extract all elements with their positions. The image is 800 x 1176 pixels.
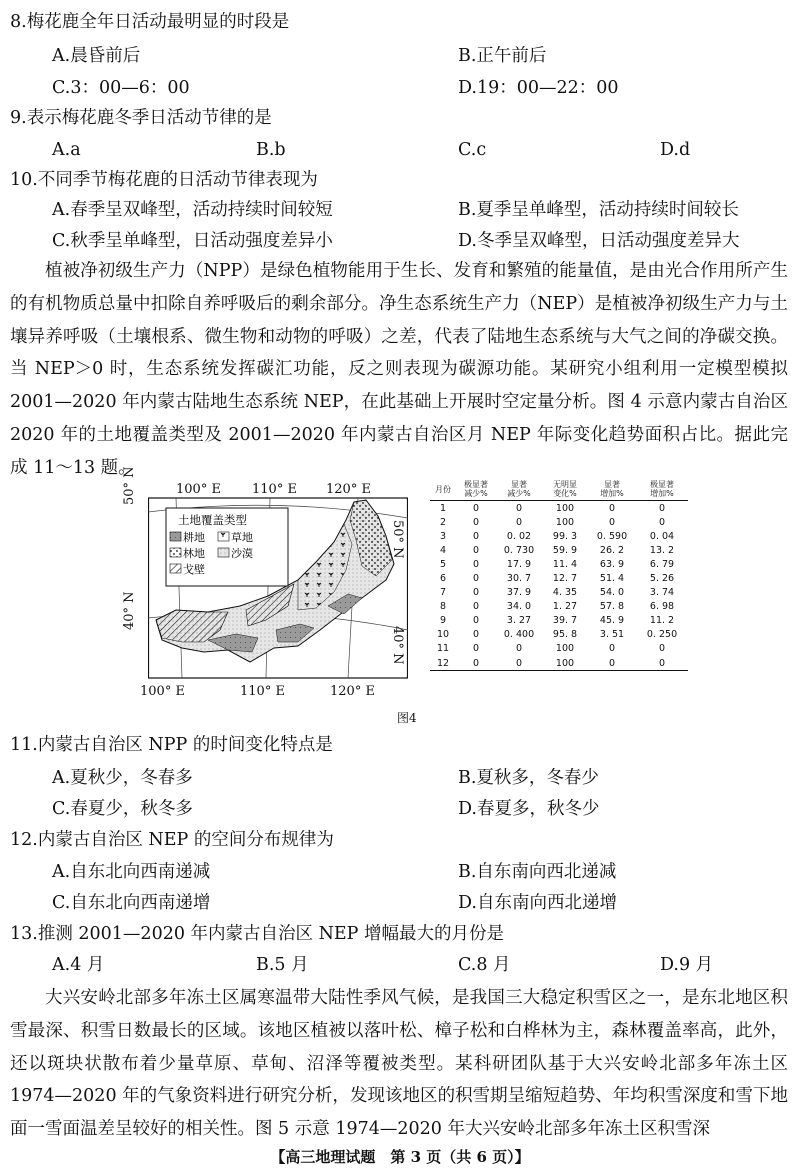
table-cell: 45. 9 <box>599 615 625 627</box>
legend-cropland: 耕地 <box>183 531 205 544</box>
table-row <box>430 529 688 543</box>
table-cell: 0. 250 <box>646 629 678 641</box>
legend-title: 土地覆盖类型 <box>178 513 247 527</box>
table-cell: 99. 3 <box>552 530 578 542</box>
table-cell: 0 <box>608 516 616 528</box>
table-cell: 12. 7 <box>552 573 578 585</box>
nep-trend-table <box>430 480 688 671</box>
question-13-stem: 13.推测 2001—2020 年内蒙古自治区 NEP 增幅最大的月份是 <box>10 924 505 944</box>
table-cell: 37. 9 <box>506 587 532 599</box>
table-cell: 0. 400 <box>503 629 535 641</box>
table-cell: 11 <box>436 643 450 655</box>
question-11-stem: 11.内蒙古自治区 NPP 的时间变化特点是 <box>10 735 333 755</box>
table-row <box>430 515 688 529</box>
table-cell: 3. 27 <box>506 615 532 627</box>
q13-option-d: D.9 月 <box>660 955 714 975</box>
q13-option-c: C.8 月 <box>458 955 511 975</box>
table-cell: 0 <box>608 502 616 514</box>
table-cell: 0 <box>515 516 523 528</box>
table-cell: 3 <box>439 530 447 542</box>
q11-option-d: D.春夏多，秋冬少 <box>458 799 600 819</box>
table-row <box>430 656 688 671</box>
q13-option-a: A.4 月 <box>52 955 105 975</box>
map-right-lat-50: 50° N <box>390 520 405 559</box>
map-bottom-lon-120: 120° E <box>330 684 375 699</box>
table-cell: 2 <box>439 516 447 528</box>
q9-option-d: D.d <box>660 140 691 160</box>
table-cell: 0. 04 <box>649 530 675 542</box>
table-cell: 3. 74 <box>649 587 675 599</box>
table-cell: 0 <box>472 587 480 599</box>
q8-option-c: C.3：00—6：00 <box>52 78 190 98</box>
table-cell: 54. 0 <box>599 587 625 599</box>
table-cell: 57. 8 <box>599 601 625 613</box>
legend-desert: 沙漠 <box>231 547 253 560</box>
table-row <box>430 614 688 628</box>
table-cell: 0 <box>472 558 480 570</box>
table-cell: 5 <box>439 558 447 570</box>
table-cell: 7 <box>439 587 447 599</box>
map-top-lon-100: 100° E <box>176 482 221 497</box>
table-cell: 0 <box>515 502 523 514</box>
table-cell: 0 <box>472 643 480 655</box>
table-cell: 3. 51 <box>599 629 625 641</box>
table-cell: 0 <box>658 516 666 528</box>
table-cell: 0 <box>456 656 496 671</box>
table-cell: 100 <box>555 643 575 655</box>
map-bottom-lon-110: 110° E <box>240 684 285 699</box>
table-cell: 11. 2 <box>649 615 675 627</box>
q10-option-c: C.秋季呈单峰型，日活动强度差异小 <box>52 231 333 251</box>
q10-option-d: D.冬季呈双峰型，日活动强度差异大 <box>458 231 740 251</box>
question-10-stem: 10.不同季节梅花鹿的日活动节律表现为 <box>10 170 318 190</box>
table-cell: 0 <box>608 643 616 655</box>
table-cell: 0 <box>472 601 480 613</box>
q12-option-d: D.自东南向西北递增 <box>458 893 617 913</box>
table-cell: 30. 7 <box>506 573 532 585</box>
table-cell: 4 <box>439 544 447 556</box>
table-cell: 0 <box>472 544 480 556</box>
table-cell: 5. 26 <box>649 573 675 585</box>
table-cell: 100 <box>555 502 575 514</box>
table-row <box>430 543 688 557</box>
table-cell: 100 <box>555 516 575 528</box>
table-cell: 0 <box>515 643 523 655</box>
table-cell: 34. 0 <box>506 601 532 613</box>
table-cell: 6. 98 <box>649 601 675 613</box>
table-cell: 1 <box>439 502 447 514</box>
th-sig-increase: 显著 增加% <box>588 480 636 501</box>
table-cell: 0. 590 <box>596 530 628 542</box>
table-cell: 0 <box>472 573 480 585</box>
th-very-sig-increase: 极显著 增加% <box>636 480 688 501</box>
table-cell: 10 <box>436 629 450 641</box>
q12-option-b: B.自东南向西北递减 <box>458 862 617 882</box>
question-12-stem: 12.内蒙古自治区 NEP 的空间分布规律为 <box>10 830 334 850</box>
page-footer: 【高三地理试题 第 3 页（共 6 页）】 <box>270 1148 530 1166</box>
th-no-change: 无明显 变化% <box>542 480 588 501</box>
map-bottom-lon-100: 100° E <box>140 684 185 699</box>
table-cell: 0 <box>472 530 480 542</box>
th-sig-decrease: 显著 减少% <box>496 480 542 501</box>
table-row <box>430 557 688 571</box>
q8-option-d: D.19：00—22：00 <box>458 78 619 98</box>
table-cell: 39. 7 <box>552 615 578 627</box>
table-cell: 51. 4 <box>599 573 625 585</box>
map-top-lon-110: 110° E <box>252 482 297 497</box>
q9-option-c: C.c <box>458 140 487 160</box>
table-cell: 0 <box>472 516 480 528</box>
table-cell: 4. 35 <box>552 587 578 599</box>
table-header-row <box>430 480 688 501</box>
figure-caption: 图4 <box>397 711 417 725</box>
q11-option-c: C.春夏少，秋冬多 <box>52 799 193 819</box>
table-cell: 12 <box>430 656 456 671</box>
map-left-lat-40: 40° N <box>122 591 137 630</box>
table-row <box>430 642 688 656</box>
table-cell: 0 <box>472 502 480 514</box>
q8-option-b: B.正午前后 <box>458 46 547 66</box>
q10-option-a: A.春季呈双峰型，活动持续时间较短 <box>52 200 333 220</box>
table-cell: 0. 02 <box>506 530 532 542</box>
legend-gobi: 戈壁 <box>183 563 205 576</box>
table-cell: 6 <box>439 573 447 585</box>
table-row <box>430 571 688 585</box>
table-cell: 0 <box>472 615 480 627</box>
q11-option-a: A.夏秋少，冬春多 <box>52 768 193 788</box>
q8-option-a: A.晨昏前后 <box>52 46 141 66</box>
table-row <box>430 628 688 642</box>
q12-option-a: A.自东北向西南递减 <box>52 862 211 882</box>
q10-option-b: B.夏季呈单峰型，活动持续时间较长 <box>458 200 739 220</box>
table-cell: 17. 9 <box>506 558 532 570</box>
map-top-lon-120: 120° E <box>326 482 371 497</box>
land-cover-map <box>148 480 408 684</box>
table-cell: 1. 27 <box>552 601 578 613</box>
legend-forest: 林地 <box>183 547 205 560</box>
question-9-stem: 9.表示梅花鹿冬季日活动节律的是 <box>10 108 272 128</box>
table-cell: 0 <box>472 629 480 641</box>
passage-snow-permafrost: 大兴安岭北部多年冻土区属寒温带大陆性季风气候，是我国三大稳定积雪区之一，是东北地区积雪最深、积雪日数最长的区域。该地区植被以落叶松、樟子松和白桦林为主，森林覆盖率高，此外，还以斑块状散布着少量草原、草甸、沼泽等覆被类型。某科研团队基于大兴安岭北部多年冻土区 1974—2020 年的气象资料进行研究分析，发现该地区的积雪期呈缩短趋势、年均积雪深度和雪下地面一雪面温差呈较好的相关性。图 5 示意 1974—2020 年大兴安岭北部多年冻土区积雪深 <box>10 988 788 1140</box>
table-cell: 100 <box>542 656 588 671</box>
q12-option-c: C.自东北向西南递增 <box>52 893 211 913</box>
q9-option-a: A.a <box>52 140 81 160</box>
th-month: 月份 <box>430 480 456 501</box>
table-cell: 95. 8 <box>552 629 578 641</box>
q11-option-b: B.夏秋多，冬春少 <box>458 768 599 788</box>
q13-option-b: B.5 月 <box>256 955 309 975</box>
table-cell: 0 <box>636 656 688 671</box>
th-very-sig-decrease: 极显著 减少% <box>456 480 496 501</box>
map-left-lat-50: 50° N <box>122 466 137 505</box>
question-8-stem: 8.梅花鹿全年日活动最明显的时段是 <box>10 12 290 32</box>
table-cell: 11. 4 <box>552 558 578 570</box>
table-cell: 63. 9 <box>599 558 625 570</box>
legend-grassland: 草地 <box>231 531 253 544</box>
table-row <box>430 600 688 614</box>
q9-option-b: B.b <box>256 140 286 160</box>
table-row <box>430 586 688 600</box>
table-cell: 26. 2 <box>599 544 625 556</box>
table-cell: 0. 730 <box>503 544 535 556</box>
map-right-lat-40: 40° N <box>390 626 405 665</box>
passage-npp-nep: 植被净初级生产力（NPP）是绿色植物能用于生长、发育和繁殖的能量值，是由光合作用所产生的有机物质总量中扣除自养呼吸后的剩余部分。净生态系统生产力（NEP）是植被净初级生产力与土壤异养呼吸（土壤根系、微生物和动物的呼吸）之差，代表了陆地生态系统与大气之间的净碳交换。当 NEP＞0 时，生态系统发挥碳汇功能，反之则表现为碳源功能。某研究小组利用一定模型模拟 2001—2020 年内蒙古陆地生态系统 NEP，在此基础上开展时空定量分析。图 4 示意内蒙古自治区 2020 年的土地覆盖类型及 2001—2020 年内蒙古自治区月 NEP 年际变化趋势面积占比。据此完成 11～13 题。 <box>10 261 788 478</box>
table-cell: 0 <box>658 643 666 655</box>
table-cell: 0 <box>496 656 542 671</box>
table-cell: 8 <box>439 601 447 613</box>
table-cell: 0 <box>658 502 666 514</box>
table-cell: 9 <box>439 615 447 627</box>
table-cell: 0 <box>588 656 636 671</box>
table-cell: 6. 79 <box>649 558 675 570</box>
table-row <box>430 501 688 516</box>
table-cell: 59. 9 <box>552 544 578 556</box>
table-cell: 13. 2 <box>649 544 675 556</box>
